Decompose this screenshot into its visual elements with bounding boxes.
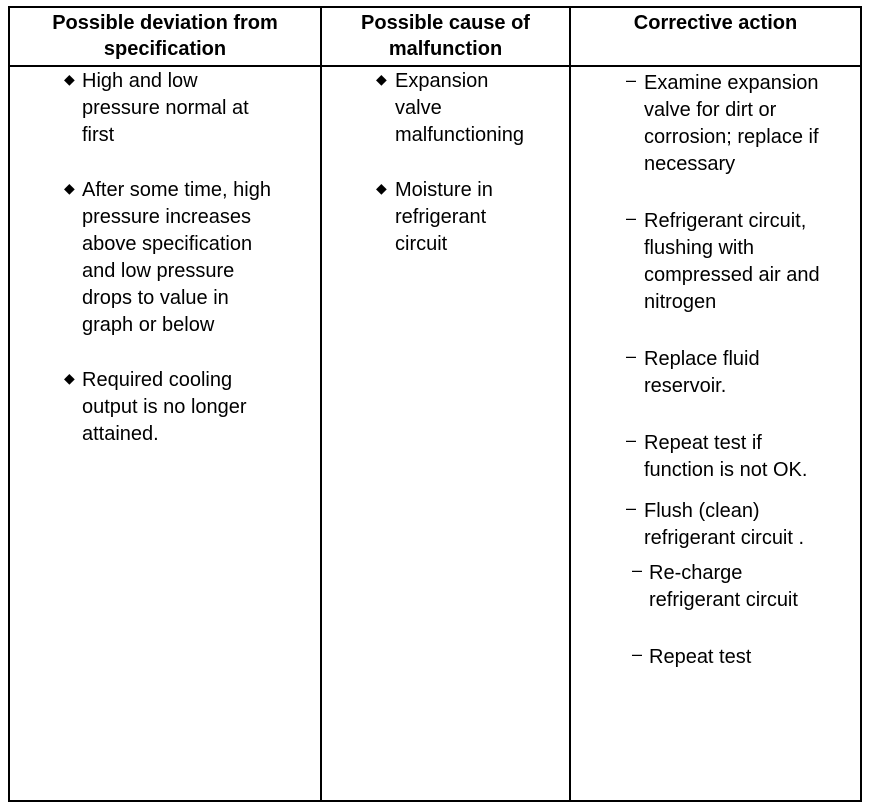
bullet-icon: ◆ bbox=[64, 370, 75, 386]
action-item: Repeat test if function is not OK. bbox=[644, 432, 808, 481]
deviation-item: High and low pressure normal at first bbox=[82, 70, 249, 146]
dash-icon: – bbox=[626, 70, 637, 90]
dash-icon: – bbox=[626, 346, 637, 366]
bullet-icon: ◆ bbox=[376, 180, 387, 196]
cause-item: Expansion valve malfunctioning bbox=[395, 70, 524, 146]
action-item: Flush (clean) refrigerant circuit . bbox=[644, 500, 805, 549]
cause-item: Moisture in refrigerant circuit bbox=[395, 179, 493, 255]
column-divider-1 bbox=[320, 8, 322, 800]
dash-icon: – bbox=[626, 208, 637, 228]
troubleshooting-table bbox=[8, 6, 862, 802]
header-cause: Possible cause of malfunction bbox=[361, 12, 530, 60]
dash-icon: – bbox=[626, 498, 637, 518]
header-deviation: Possible deviation from specification bbox=[52, 12, 278, 60]
bullet-icon: ◆ bbox=[64, 180, 75, 196]
bullet-icon: ◆ bbox=[64, 71, 75, 87]
action-item: Replace fluid reservoir. bbox=[644, 348, 760, 397]
bullet-icon: ◆ bbox=[376, 71, 387, 87]
action-item: Repeat test bbox=[649, 646, 752, 668]
header-action: Corrective action bbox=[633, 12, 798, 34]
column-divider-2 bbox=[569, 8, 571, 800]
dash-icon: – bbox=[632, 644, 643, 664]
action-item: Re-charge refrigerant circuit bbox=[649, 562, 798, 611]
deviation-item: Required cooling output is no longer attained. bbox=[82, 369, 247, 445]
deviation-item: After some time, high pressure increases above specification and low pressure drops to value in graph or below bbox=[82, 179, 271, 336]
action-item: Examine expansion valve for dirt or corrosion; replace if necessary bbox=[644, 72, 819, 175]
dash-icon: – bbox=[632, 560, 643, 580]
dash-icon: – bbox=[626, 430, 637, 450]
action-item: Refrigerant circuit, flushing with compressed air and nitrogen bbox=[644, 210, 820, 313]
header-divider bbox=[10, 65, 860, 67]
